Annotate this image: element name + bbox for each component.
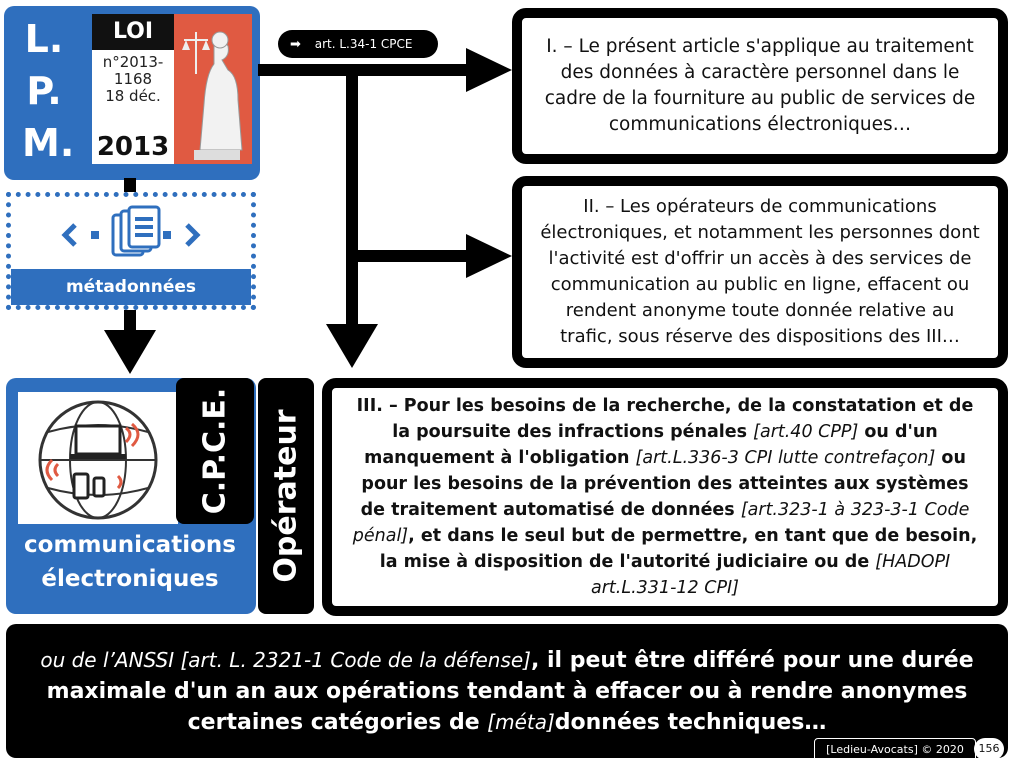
article-box-3-text: [348, 393, 982, 601]
box3-part-2: ou d'un manquement à l'obligation: [364, 422, 938, 468]
reference-pill: [278, 30, 438, 58]
arrow-meta-down-icon: [104, 330, 156, 374]
connector-main-horizontal: [258, 64, 470, 76]
article-box-1-text: I. – Le présent article s'applique au traitement des données à caractère personnel dans le cadre de la fourniture au public de services de communications électroniques…: [544, 36, 976, 135]
bottom-ref-anssi: ou de l’ANSSI [art. L. 2321-1 Code de la défense]: [40, 647, 531, 672]
box3-part-1: III. – Pour les besoins de la recherche, de la constatation et de la poursuite des infractions pénales: [356, 396, 974, 442]
box3-part-4: , et dans le seul but de permettre, en tant que de besoin, la mise à disposition de l'autorité judiciaire ou de: [379, 526, 978, 572]
cpce-block: [176, 378, 254, 524]
communications-label: [6, 528, 254, 596]
communications-line-2: électroniques: [41, 566, 219, 592]
loi-card: [92, 14, 174, 164]
loi-title: LOI: [92, 14, 174, 50]
communications-line-1: communications: [24, 532, 236, 558]
article-box-2-text: II. – Les opérateurs de communications électroniques, et notamment les personnes dont l'activité est d'offrir un accès à des services de communication au public en ligne, effacent ou rendent anonyme toute donnée relative au trafic, sous réserve des dispositions des III…: [540, 196, 980, 347]
article-box-1: [512, 8, 1008, 164]
lpm-block: [4, 6, 260, 180]
lpm-letter-p: P.: [26, 69, 62, 113]
reference-label: art. L.34-1 CPCE: [314, 37, 413, 51]
box3-ref-cpi: [art.L.336-3 CPI lutte contrefaçon]: [635, 448, 936, 468]
arrow-to-box3-icon: [326, 324, 378, 368]
operateur-block: [258, 378, 314, 614]
right-arrow-icon: ➡: [290, 37, 301, 52]
bottom-part-2: données techniques…: [554, 709, 827, 735]
bottom-text: [36, 645, 978, 738]
connector-trunk-vertical: [346, 76, 358, 332]
box3-part-3: ou pour les besoins de la prévention des atteintes aux systèmes de traitement automatisé de données: [360, 448, 969, 520]
globe-devices-icon: [18, 392, 178, 524]
loi-number-line2: 1168: [113, 70, 153, 88]
lpm-letter-l: L.: [24, 17, 64, 61]
article-box-2: [512, 176, 1008, 368]
lpm-letter-m: M.: [22, 121, 75, 165]
loi-number: [92, 54, 174, 105]
article-box-3: [322, 378, 1008, 616]
metadata-box: [6, 192, 256, 310]
page-number: 156: [974, 738, 1004, 760]
cpce-label: C.P.C.E.: [197, 387, 233, 515]
box3-ref-code-penal: [art.323-1 à 323-3-1 Code pénal]: [352, 500, 970, 546]
arrow-to-box1-icon: [466, 48, 512, 92]
box3-ref-cpp: [art.40 CPP]: [753, 422, 859, 442]
metadata-files-icon: [61, 203, 201, 267]
arrow-to-box2-icon: [466, 234, 512, 278]
box3-ref-hadopi: [HADOPI art.L.331-12 CPI]: [591, 552, 951, 598]
bottom-meta-word: [méta]: [487, 709, 555, 734]
communications-image: [18, 392, 178, 524]
loi-date: 18 déc.: [105, 87, 161, 105]
justice-statue-icon: [174, 14, 252, 164]
loi-year: 2013: [96, 132, 170, 162]
justice-statue-image: [174, 14, 252, 164]
footer-credit: [Ledieu-Avocats] © 2020: [814, 738, 976, 762]
metadata-label: métadonnées: [11, 269, 251, 305]
loi-number-line1: n°2013-: [102, 53, 164, 71]
bottom-part-1: , il peut être différé pour une durée maximale d'un an aux opérations tendant à effacer ou à rendre anonymes certaines catégories de: [46, 647, 974, 735]
connector-to-box2: [358, 250, 470, 262]
operateur-label: Opérateur: [268, 409, 304, 583]
